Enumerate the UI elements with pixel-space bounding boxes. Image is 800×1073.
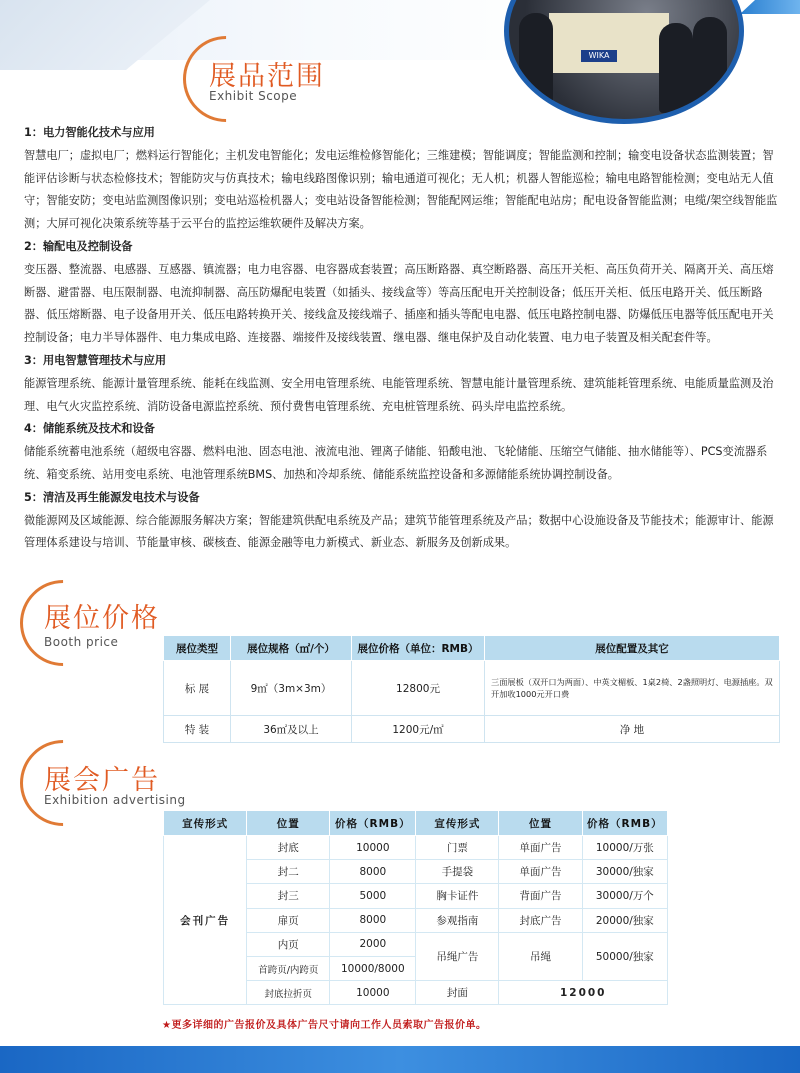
table-cell: 单面广告 [499,860,582,884]
visitor-figure [693,17,727,107]
table-cell: 2000 [330,932,416,956]
table-row [164,716,780,743]
table-header-row [164,636,780,661]
table-cell: 封底拉折页 [247,981,330,1005]
banner-shape [0,0,210,70]
table-cell: 36㎡及以上 [231,716,352,743]
table-cell: 封面 [416,981,499,1005]
table-cell: 12000 [499,981,668,1005]
table-cell: 封三 [247,884,330,908]
brand-sign: WIKA [581,50,617,62]
table-cell: 净 地 [485,716,780,743]
booth-price-table [163,635,780,743]
title-en: Exhibition advertising [44,793,186,807]
exhibit-scope-list [24,122,784,555]
advertising-table [163,810,668,1005]
table-header: 展位价格（单位：RMB） [352,636,485,661]
table-cell: 20000/独家 [582,908,667,932]
scope-body: 微能源网及区域能源、综合能源服务解决方案；智能建筑供配电系统及产品；建筑节能管理系统及产品；数据中心设施设备及节能技术；能源审计、能源管理体系建设与培训、节能量审核、碳核查、能源金融等电力新模式、新业态、新服务及创新成果。 [24,513,774,550]
table-cell: 30000/独家 [582,860,667,884]
table-header: 位置 [247,811,330,836]
table-header: 展位配置及其它 [485,636,780,661]
scope-body: 变压器、整流器、电感器、互感器、镇流器；电力电容器、电容器成套装置；高压断路器、真空断路器、高压开关柜、高压负荷开关、隔离开关、高压熔断器、避雷器、电压限制器、电流抑制器、高压防爆配电装置（如插头、接线盒等）等高压配电开关控制设备；低压开关柜、低压电路开关、低压断路器、低压熔断器、电子设备用开关、低压电路转换开关、接线盒及接线端子、插座和插头等配电电器、低压电路控制电器、防爆低压电器等低压配电开关控制设备；电力半导体器件、电力集成电路、连接器、端接件及接线装置、继电器、继电保护及自动化装置、电力电子装置及相关配套件等。 [24,262,774,345]
table-cell: 单面广告 [499,836,582,860]
table-cell: 手提袋 [416,860,499,884]
exhibition-photo [504,0,744,124]
scope-heading: 3：用电智慧管理技术与应用 [24,353,167,367]
table-header: 价格（RMB） [582,811,667,836]
visitor-figure [659,23,693,113]
table-cell: 会刊广告 [164,836,247,1005]
table-cell: 首跨页/内跨页 [247,956,330,980]
table-row [164,661,780,716]
table-header: 宣传形式 [416,811,499,836]
table-cell: 9㎡（3m×3m） [231,661,352,716]
scope-body: 智慧电厂；虚拟电厂；燃料运行智能化；主机发电智能化；发电运维检修智能化；三维建模；智能调度；智能监测和控制；输变电设备状态监测装置；智能评估诊断与状态检修技术；智能防灾与仿真技术；输电线路图像识别；输电通道可视化；无人机；机器人智能巡检；输电电路智能检测；变电站无人值守；智能安防；变电站监测图像识别；变电站巡检机器人；变电站设备智能检测；智能配网运维；智能配电站房；配电设备智能监测；电缆/架空线智能监测；大屏可视化决策系统等基于云平台的监控运维软硬件及解决方案。 [24,148,778,231]
ad-price-note: ★更多详细的广告报价及具体广告尺寸请向工作人员索取广告报价单。 [162,1020,487,1031]
table-cell: 10000 [330,836,416,860]
table-header: 展位类型 [164,636,231,661]
table-header: 展位规格（㎡/个） [231,636,352,661]
table-cell: 10000 [330,981,416,1005]
booth-wall [549,13,669,73]
title-cn: 展会广告 [44,765,160,796]
title-cn: 展品范围 [209,61,325,92]
table-cell: 10000/8000 [330,956,416,980]
table-cell: 封底广告 [499,908,582,932]
table-cell: 特 装 [164,716,231,743]
table-cell: 50000/独家 [582,932,667,980]
table-cell: 三面展板（双开口为两面）、中英文楣板、1桌2椅、2盏照明灯、电源插座。双开加收1000元开口费 [485,661,780,716]
table-cell: 吊绳广告 [416,932,499,980]
table-header: 位置 [499,811,582,836]
scope-body: 能源管理系统、能源计量管理系统、能耗在线监测、安全用电管理系统、电能管理系统、智慧电能计量管理系统、建筑能耗管理系统、电能质量监测及治理、电气火灾监控系统、消防设备电源监控系统、预付费售电管理系统、充电桩管理系统、码头岸电监控系统。 [24,376,774,413]
table-cell: 标 展 [164,661,231,716]
table-cell: 8000 [330,860,416,884]
scope-heading: 5：清洁及再生能源发电技术与设备 [24,490,200,504]
table-header: 价格（RMB） [330,811,416,836]
table-cell: 背面广告 [499,884,582,908]
visitor-figure [519,13,553,103]
table-cell: 内页 [247,932,330,956]
table-cell: 1200元/㎡ [352,716,485,743]
title-cn: 展位价格 [44,603,160,634]
scope-heading: 2：输配电及控制设备 [24,239,133,253]
table-cell: 扉页 [247,908,330,932]
title-en: Exhibit Scope [209,89,298,103]
table-header-row [164,811,668,836]
table-header: 宣传形式 [164,811,247,836]
table-cell: 胸卡证件 [416,884,499,908]
table-row [164,836,668,860]
table-cell: 门票 [416,836,499,860]
table-cell: 12800元 [352,661,485,716]
table-cell: 参观指南 [416,908,499,932]
bottom-bar [0,1046,800,1073]
scope-body: 储能系统蓄电池系统（超级电容器、燃料电池、固态电池、液流电池、锂离子储能、铅酸电池、飞轮储能、压缩空气储能、抽水储能等）、PCS变流器系统、箱变系统、站用变电系统、电池管理系统BMS、加热和冷却系统、储能系统监控设备和多源储能系统协调控制设备。 [24,445,768,481]
table-cell: 8000 [330,908,416,932]
table-cell: 封底 [247,836,330,860]
scope-heading: 4：储能系统及技术和设备 [24,422,155,436]
table-cell: 吊绳 [499,932,582,980]
scope-heading: 1：电力智能化技术与应用 [24,126,155,139]
table-cell: 封二 [247,860,330,884]
table-cell: 10000/万张 [582,836,667,860]
table-cell: 5000 [330,884,416,908]
title-en: Booth price [44,635,119,649]
table-cell: 30000/万个 [582,884,667,908]
